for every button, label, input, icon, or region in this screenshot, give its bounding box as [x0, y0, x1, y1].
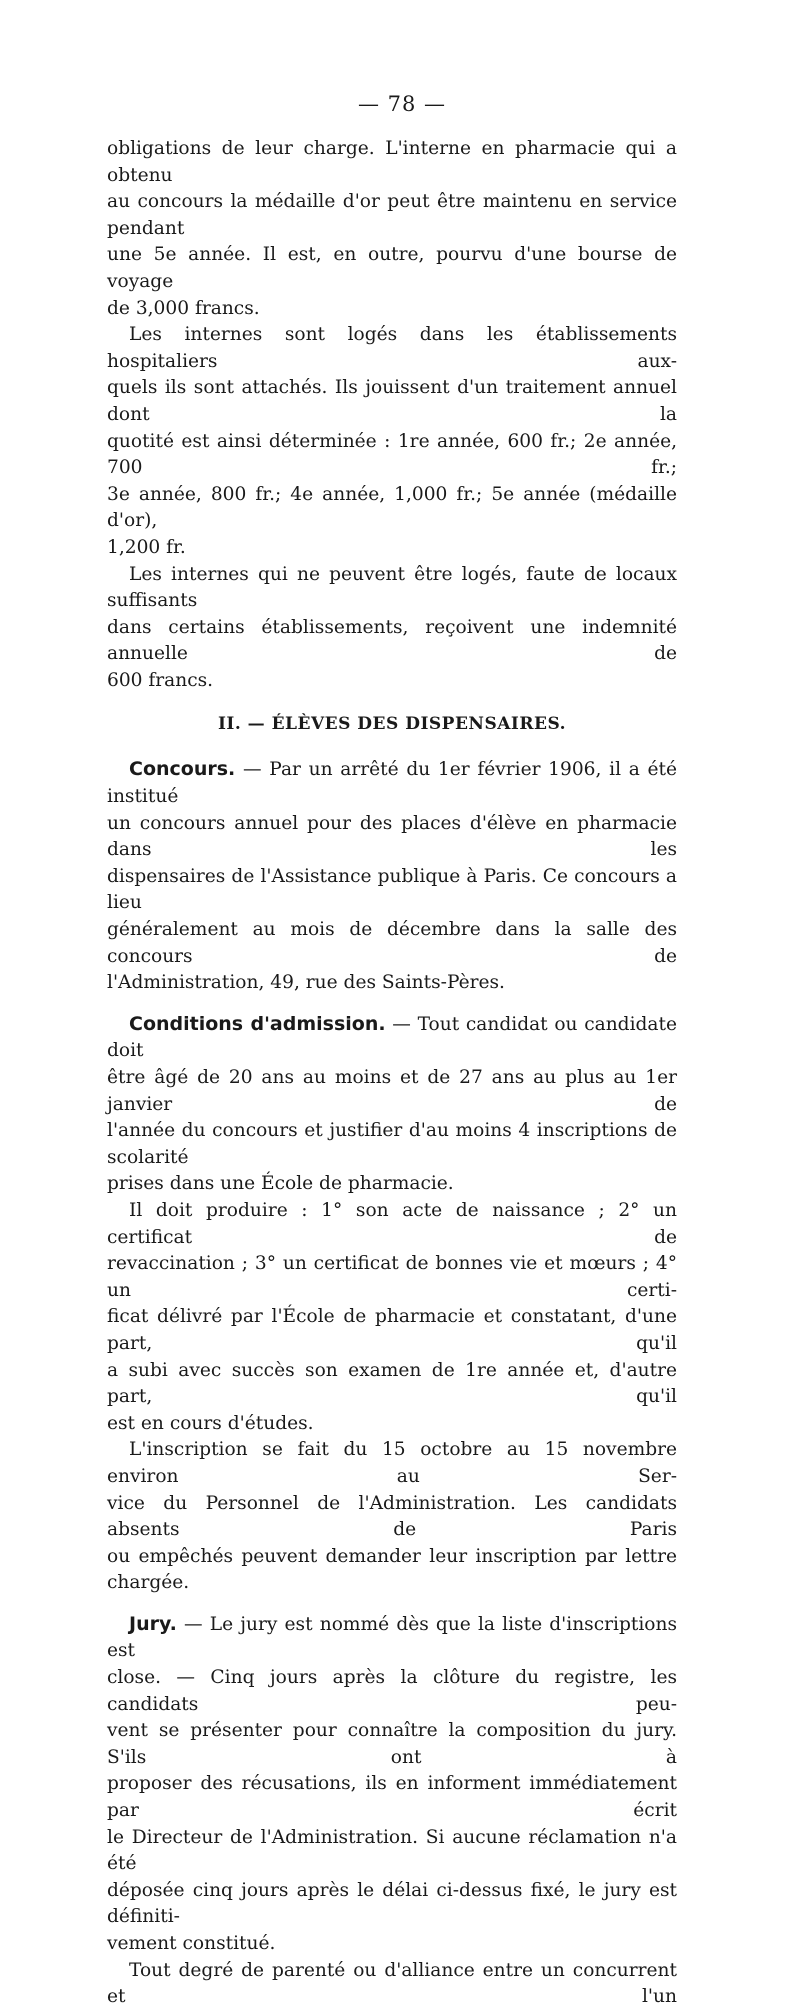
text-line: revaccination ; 3° un certificat de bonnes vie et mœurs ; 4° un certi- [107, 1253, 677, 1301]
text-line: ficat délivré par l'École de pharmacie et constatant, d'une part, qu'il [107, 1306, 677, 1354]
text-line: Les internes sont logés dans les établissements hospitaliers aux- [107, 324, 677, 372]
text-line: généralement au mois de décembre dans la salle des concours de [107, 919, 677, 967]
text-line: est en cours d'études. [107, 1412, 314, 1434]
text-line: une 5e année. Il est, en outre, pourvu d'une bourse de voyage [107, 244, 677, 292]
text-line: dispensaires de l'Assistance publique à Paris. Ce concours a lieu [107, 865, 677, 914]
text-line: être âgé de 20 ans au moins et de 27 ans au plus au 1er janvier de [107, 1067, 677, 1115]
text-line: L'inscription se fait du 15 octobre au 15 novembre environ au Ser- [107, 1439, 677, 1487]
text-line [107, 1611, 677, 1665]
page [107, 92, 677, 2011]
text-line: prises dans une École de pharmacie. [107, 1173, 454, 1195]
text-line [107, 756, 677, 810]
text-line [107, 1011, 677, 1065]
text-line: un concours annuel pour des places d'élève en pharmacie dans les [107, 812, 677, 861]
text-line: quotité est ainsi déterminée : 1re année, 600 fr.; 2e année, 700 fr.; [107, 430, 677, 479]
text-line: vement constitué. [107, 1933, 276, 1954]
text-line: proposer des récusations, ils en informent immédiatement par écrit [107, 1773, 677, 1822]
conditions-heading: Conditions d'admission. [129, 1012, 386, 1035]
text-line: Les internes qui ne peuvent être logés, faute de locaux suffisants [107, 563, 677, 612]
text-run: — Le jury est nommé dès que la liste d'inscriptions est [107, 1613, 677, 1662]
text-line: dans certains établissements, reçoivent une indemnité annuelle de [107, 616, 677, 665]
paragraph-logement [107, 322, 677, 561]
text-run: — Tout candidat ou candidate doit [107, 1013, 677, 1062]
text-line: obligations de leur charge. L'interne en pharmacie qui a obtenu [107, 138, 677, 186]
text-line: 1,200 fr. [107, 536, 186, 558]
text-line: le Directeur de l'Administration. Si aucune réclamation n'a été [107, 1826, 677, 1875]
text-line: Il doit produire : 1° son acte de naissance ; 2° un certificat de [107, 1199, 677, 1248]
text-line: 600 francs. [107, 669, 214, 691]
jury-heading: Jury. [129, 1612, 177, 1635]
paragraph-intro [107, 136, 677, 322]
paragraph-jury [107, 1611, 677, 1958]
text-line: de 3,000 francs. [107, 297, 260, 319]
text-line: l'Administration, 49, rue des Saints-Pères. [107, 972, 505, 994]
concours-heading: Concours. [129, 758, 236, 781]
text-line: vice du Personnel de l'Administration. Les candidats absents de Paris [107, 1492, 677, 1541]
paragraph-conditions [107, 1011, 677, 1198]
text-line: ou empêchés peuvent demander leur inscription par lettre chargée. [107, 1545, 677, 1594]
text-line: au concours la médaille d'or peut être maintenu en service pendant [107, 191, 677, 239]
text-run: — Par un arrêté du 1er février 1906, il a été institué [107, 759, 677, 808]
text-line: Tout degré de parenté ou d'alliance entre un concurrent et l'un [107, 1959, 677, 2008]
page-number: — 78 — [357, 92, 447, 116]
paragraph-produire [107, 1198, 677, 1437]
paragraph-inscription [107, 1437, 677, 1597]
section-title: II. — ÉLÈVES DES DISPENSAIRES. [217, 714, 567, 735]
text-line: close. — Cinq jours après la clôture du registre, les candidats peu- [107, 1667, 677, 1715]
text-line: vent se présenter pour connaître la composition du jury. S'ils ont à [107, 1720, 677, 1768]
paragraph-indemnite [107, 562, 677, 695]
text-line: quels ils sont attachés. Ils jouissent d'un traitement annuel dont la [107, 377, 677, 425]
text-line: l'année du concours et justifier d'au moins 4 inscriptions de scolarité [107, 1120, 677, 1168]
text-line: déposée cinq jours après le délai ci-dessus fixé, le jury est définiti- [107, 1879, 677, 1928]
text-line: 3e année, 800 fr.; 4e année, 1,000 fr.; 5e année (médaille d'or), [107, 483, 677, 532]
text-line: a subi avec succès son examen de 1re année et, d'autre part, qu'il [107, 1359, 677, 1408]
paragraph-parente [107, 1958, 677, 2011]
paragraph-concours [107, 756, 677, 996]
